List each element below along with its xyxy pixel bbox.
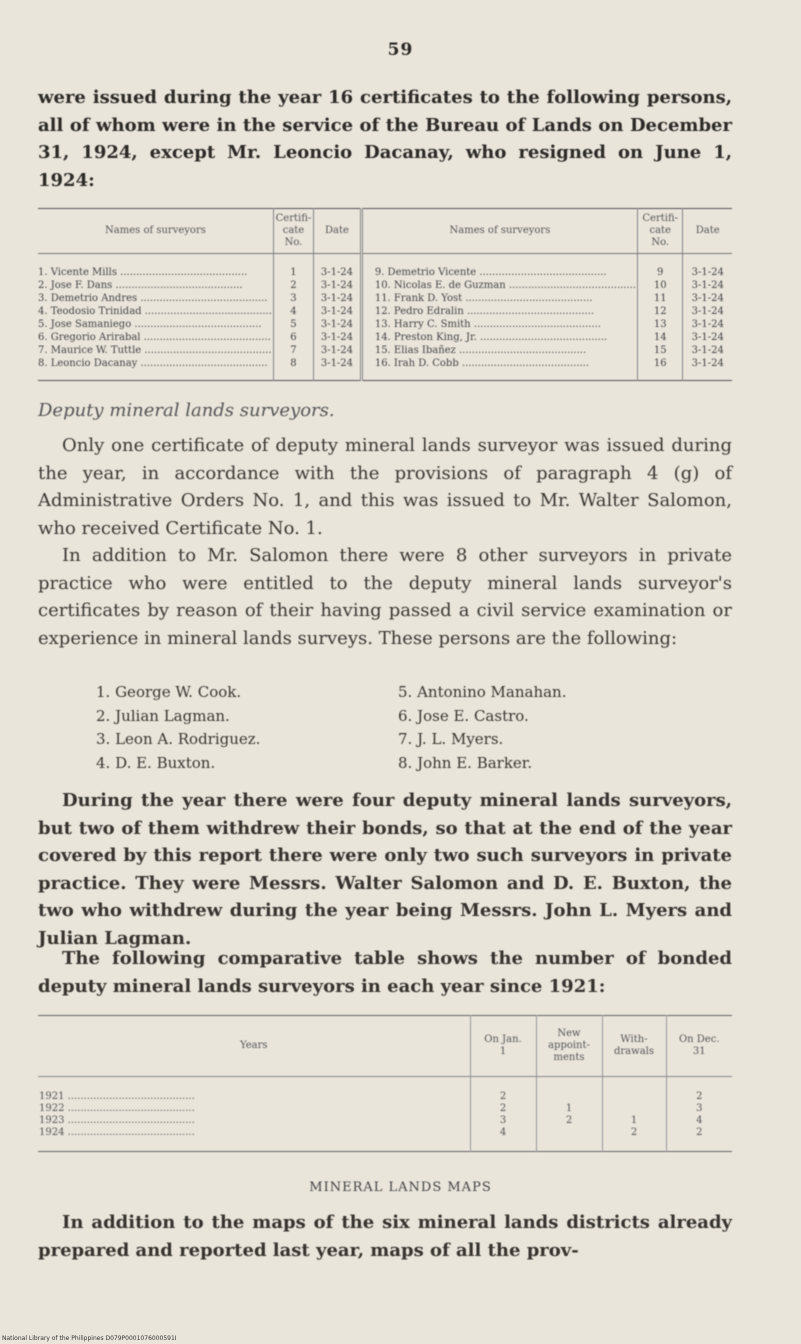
new-appointments-cell: [538, 1127, 601, 1139]
certificate-number: 15: [653, 345, 667, 356]
year-cell: 1922 ........................................: [39, 1103, 195, 1114]
left-date-column: [314, 254, 362, 381]
header-date-right: Date: [683, 209, 732, 254]
on-dec-cell: 2: [696, 1091, 703, 1102]
persons-list-right: [398, 681, 567, 775]
on-jan-cell: 2: [499, 1103, 507, 1114]
header-on-jan: On Jan. 1: [470, 1016, 536, 1077]
right-names-column: [361, 254, 637, 381]
paragraph-other-surveyors: In addition to Mr. Salomon there were 8 other surveyors in private practice who were entitled to the deputy mineral lands surveyor's certificates by reason of their having passed a civil service examination or experience in mineral lands surveys. These persons are the following:: [38, 545, 732, 649]
on-jan-column: [470, 1077, 536, 1152]
surveyor-name: 8. Leoncio Dacanay ........................................: [38, 358, 268, 369]
withdrawals-cell: 2: [630, 1127, 638, 1138]
withdrawals-cell: [604, 1103, 665, 1115]
surveyor-name: 7. Maurice W. Tuttle ........................................: [38, 345, 272, 356]
surveyor-name: 11. Frank D. Yost ........................................: [374, 293, 593, 304]
right-cert-column: [638, 254, 683, 381]
surveyor-name: 12. Pedro Edralin ........................................: [374, 306, 595, 317]
certificate-number: 11: [653, 293, 667, 304]
left-names-column: [38, 254, 273, 381]
page-number: 59: [387, 40, 414, 60]
paragraph-comparative: The following comparative table shows the number of bonded deputy mineral lands surveyors in each year since 1921:: [38, 948, 732, 997]
certificate-date: 3-1-24: [320, 345, 354, 356]
header-cert-right: Certifi- cate No.: [638, 209, 683, 254]
certificate-number: 9: [657, 267, 664, 278]
year-cell: 1924 ........................................: [39, 1127, 195, 1138]
surveyor-name: 10. Nicolas E. de Guzman ........................................: [374, 280, 637, 291]
withdrawals-cell: [604, 1091, 665, 1103]
on-dec-cell: 2: [696, 1127, 703, 1138]
left-cert-column: [273, 254, 313, 381]
certificate-number: 13: [653, 319, 667, 330]
right-date-column: [683, 254, 732, 381]
certificate-date: 3-1-24: [691, 280, 724, 291]
year-cell: 1923 ........................................: [39, 1115, 195, 1126]
certificate-number: 4: [290, 306, 297, 317]
header-new-appointments: New appoint- ments: [536, 1016, 602, 1077]
header-names-left: Names of surveyors: [38, 209, 273, 254]
header-on-dec: On Dec. 31: [666, 1016, 732, 1077]
certificate-number: 12: [653, 306, 667, 317]
maps-heading: MINERAL LANDS MAPS: [309, 1180, 492, 1195]
header-names-right: Names of surveyors: [361, 209, 637, 254]
on-jan-cell: 2: [499, 1091, 507, 1102]
surveyor-name: 6. Gregorio Arirabal ........................................: [38, 332, 271, 343]
certificate-number: 8: [290, 358, 297, 369]
paragraph-withdrawals: During the year there were four deputy mineral lands surveyors, but two of them withdrew their bonds, so that at the end of the year covered by this report there were only two such surveyors in private practice. They were Messrs. Walter Salomon and D. E. Buxton, the two who withdrew during the year being Messrs. John L. Myers and Julian Lagman.: [38, 790, 732, 949]
new-appointments-cell: 1: [565, 1103, 573, 1114]
on-dec-column: [666, 1077, 732, 1152]
certificate-number: 1: [290, 267, 297, 278]
certificate-number: 7: [290, 345, 297, 356]
person-item: 8. John E. Barker.: [398, 753, 533, 772]
surveyor-name: 16. Irah D. Cobb ........................................: [374, 358, 590, 369]
certificate-date: 3-1-24: [320, 319, 354, 330]
certificate-date: 3-1-24: [320, 306, 354, 317]
header-cert-left: Certifi- cate No.: [273, 209, 313, 254]
person-item: 6. Jose E. Castro.: [398, 706, 529, 725]
header-years: Years: [38, 1016, 470, 1077]
withdrawals-column: [602, 1077, 666, 1152]
withdrawals-cell: 1: [630, 1115, 638, 1126]
surveyor-name: 9. Demetrio Vicente ........................................: [374, 267, 607, 278]
certificates-table: [38, 208, 732, 381]
certificate-date: 3-1-24: [691, 319, 724, 330]
certificate-number: 2: [290, 280, 297, 291]
person-item: 3. Leon A. Rodriguez.: [96, 730, 261, 748]
certificate-date: 3-1-24: [691, 358, 724, 369]
surveyor-name: 5. Jose Samaniego ........................................: [38, 319, 262, 330]
person-item: 2. Julian Lagman.: [96, 706, 230, 725]
new-appointments-cell: [538, 1091, 601, 1103]
person-item: 4. D. E. Buxton.: [96, 753, 216, 772]
certificate-date: 3-1-24: [691, 293, 724, 304]
person-item: 5. Antonino Manahan.: [398, 683, 567, 701]
intro-paragraph: were issued during the year 16 certificates to the following persons, all of whom were in the service of the Bureau of Lands on December 31, 1924, except Mr. Leoncio Dacanay, who resigned on June 1, 1924:: [38, 87, 732, 191]
section-heading: Deputy mineral lands surveyors.: [38, 400, 335, 421]
person-item: 7. J. L. Myers.: [398, 730, 504, 748]
on-dec-cell: 4: [696, 1115, 703, 1126]
certificate-date: 3-1-24: [691, 345, 724, 356]
surveyor-name: 14. Preston King, Jr. ........................................: [374, 332, 608, 343]
certificate-date: 3-1-24: [320, 280, 354, 291]
on-jan-cell: 3: [499, 1115, 507, 1126]
paragraph-maps: In addition to the maps of the six mineral lands districts already prepared and reported last year, maps of all the prov-: [38, 1212, 732, 1261]
library-footer: National Library of the Philippines D079P0001076000591I: [2, 1335, 177, 1342]
certificate-number: 3: [290, 293, 297, 304]
certificate-date: 3-1-24: [691, 306, 724, 317]
year-cell: 1921 ........................................: [39, 1091, 195, 1102]
person-item: 1. George W. Cook.: [96, 683, 242, 701]
certificate-number: 5: [290, 319, 297, 330]
years-column: [38, 1077, 470, 1152]
certificate-number: 6: [290, 332, 297, 343]
header-date-left: Date: [314, 209, 362, 254]
surveyor-name: 13. Harry C. Smith ........................................: [374, 319, 601, 330]
certificate-date: 3-1-24: [320, 267, 354, 278]
persons-list-left: [96, 681, 260, 775]
certificate-date: 3-1-24: [320, 332, 354, 343]
certificate-date: 3-1-24: [691, 267, 724, 278]
surveyor-name: 3. Demetrio Andres ........................................: [38, 293, 268, 304]
surveyor-name: 15. Elias Ibañez ........................................: [374, 345, 587, 356]
certificate-number: 10: [653, 280, 667, 291]
paragraph-certificate: Only one certificate of deputy mineral lands surveyor was issued during the year, in accordance with the provisions of paragraph 4 (g) of Administrative Orders No. 1, and this was issued to Mr. Walter Salomon, who received Certificate No. 1.: [38, 435, 732, 539]
certificate-date: 3-1-24: [691, 332, 724, 343]
header-withdrawals: With- drawals: [602, 1016, 666, 1077]
certificate-number: 16: [653, 358, 667, 369]
certificate-date: 3-1-24: [320, 293, 354, 304]
surveyor-name: 1. Vicente Mills ........................................: [38, 267, 248, 278]
comparative-table: [38, 1015, 732, 1152]
new-appointments-cell: 2: [565, 1115, 573, 1126]
new-appointments-column: [536, 1077, 602, 1152]
certificate-number: 14: [653, 332, 667, 343]
certificate-date: 3-1-24: [320, 358, 354, 369]
on-dec-cell: 3: [696, 1103, 703, 1114]
surveyor-name: 2. Jose F. Dans ........................................: [38, 280, 243, 291]
surveyor-name: 4. Teodosio Trinidad ........................................: [38, 306, 272, 317]
on-jan-cell: 4: [499, 1127, 507, 1138]
